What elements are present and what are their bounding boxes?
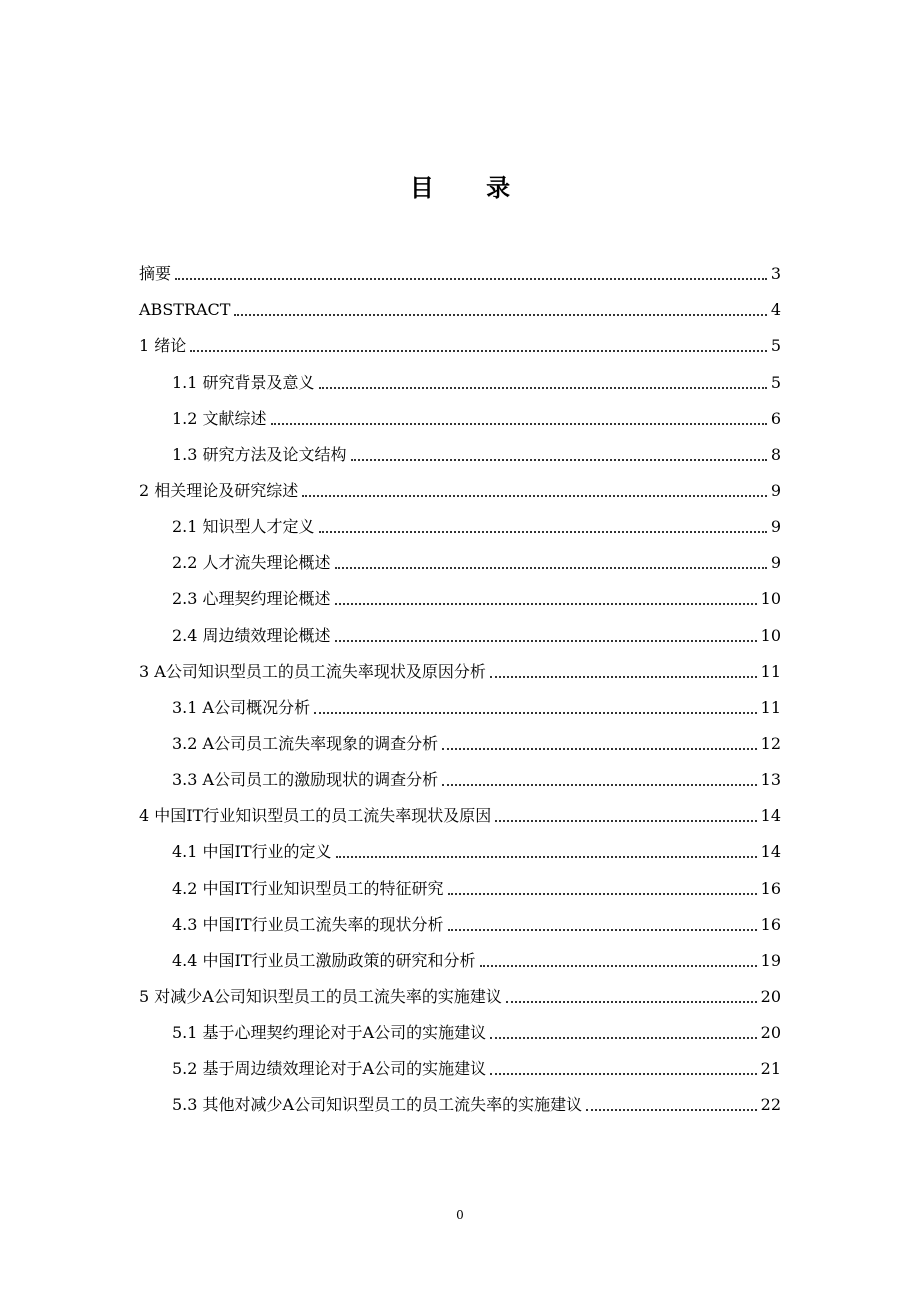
toc-dot-leader: [351, 449, 767, 461]
toc-entry-page: 12: [760, 733, 781, 753]
toc-entry-title: 1.1 研究背景及意义: [172, 372, 315, 392]
toc-entry-page: 20: [760, 986, 781, 1006]
toc-dot-leader: [335, 630, 757, 642]
toc-entry[interactable]: [139, 646, 781, 682]
toc-dot-leader: [448, 883, 757, 895]
toc-dot-leader: [314, 702, 757, 714]
toc-dot-leader: [448, 919, 757, 931]
toc-entry-title: 3.2 A公司员工流失率现象的调查分析: [172, 733, 439, 753]
toc-entry-title: 2.2 人才流失理论概述: [172, 553, 331, 573]
toc-entry-page: 6: [770, 408, 781, 428]
toc-entry[interactable]: [139, 1007, 781, 1043]
toc-entry-title: 4.1 中国IT行业的定义: [172, 842, 332, 862]
toc-list: [139, 248, 781, 1115]
toc-dot-leader: [190, 340, 767, 352]
toc-entry-title: 1.3 研究方法及论文结构: [172, 444, 347, 464]
toc-entry-page: 4: [770, 300, 781, 320]
toc-entry-title: 5 对减少A公司知识型员工的员工流失率的实施建议: [139, 986, 502, 1006]
toc-entry-page: 5: [770, 336, 781, 356]
toc-entry[interactable]: [139, 248, 781, 284]
toc-entry-page: 9: [770, 553, 781, 573]
toc-dot-leader: [490, 666, 757, 678]
toc-entry-title: 2.1 知识型人才定义: [172, 517, 315, 537]
toc-entry-page: 14: [760, 842, 781, 862]
toc-dot-leader: [442, 738, 757, 750]
toc-entry-title: 5.1 基于心理契约理论对于A公司的实施建议: [172, 1023, 487, 1043]
toc-entry[interactable]: [139, 682, 781, 718]
toc-dot-leader: [495, 810, 756, 822]
toc-entry-title: 摘要: [139, 264, 172, 284]
toc-entry-page: 16: [760, 878, 781, 898]
toc-entry-title: 4.2 中国IT行业知识型员工的特征研究: [172, 878, 444, 898]
toc-dot-leader: [586, 1099, 757, 1111]
toc-entry-page: 14: [760, 806, 781, 826]
toc-entry-page: 11: [760, 661, 781, 681]
toc-entry[interactable]: [139, 393, 781, 429]
toc-dot-leader: [490, 1027, 757, 1039]
toc-entry-page: 5: [770, 372, 781, 392]
toc-entry[interactable]: [139, 971, 781, 1007]
toc-dot-leader: [319, 521, 767, 533]
toc-entry-page: 3: [770, 264, 781, 284]
toc-entry[interactable]: [139, 356, 781, 392]
toc-entry[interactable]: [139, 754, 781, 790]
toc-entry-page: 9: [770, 480, 781, 500]
toc-entry[interactable]: [139, 284, 781, 320]
toc-dot-leader: [319, 377, 767, 389]
toc-entry-title: 4.4 中国IT行业员工激励政策的研究和分析: [172, 950, 476, 970]
toc-entry-page: 10: [760, 589, 781, 609]
toc-dot-leader: [335, 593, 757, 605]
toc-entry-page: 8: [770, 444, 781, 464]
toc-entry[interactable]: [139, 826, 781, 862]
toc-entry-title: 2.4 周边绩效理论概述: [172, 625, 331, 645]
toc-entry-page: 20: [760, 1023, 781, 1043]
toc-entry-title: ABSTRACT: [139, 300, 231, 320]
toc-dot-leader: [490, 1063, 757, 1075]
toc-dot-leader: [480, 955, 757, 967]
toc-entry[interactable]: [139, 320, 781, 356]
toc-dot-leader: [271, 413, 767, 425]
toc-entry-page: 9: [770, 517, 781, 537]
toc-dot-leader: [506, 991, 757, 1003]
toc-entry[interactable]: [139, 862, 781, 898]
toc-entry-title: 4 中国IT行业知识型员工的员工流失率现状及原因: [139, 806, 492, 826]
toc-entry[interactable]: [139, 935, 781, 971]
toc-entry[interactable]: [139, 573, 781, 609]
toc-entry-page: 10: [760, 625, 781, 645]
toc-entry-page: 19: [760, 950, 781, 970]
toc-entry-page: 11: [760, 697, 781, 717]
toc-entry-title: 3.1 A公司概况分析: [172, 697, 311, 717]
toc-entry[interactable]: [139, 1079, 781, 1115]
toc-title: 目 录: [409, 173, 533, 202]
toc-entry-title: 5.2 基于周边绩效理论对于A公司的实施建议: [172, 1059, 487, 1079]
toc-entry-page: 21: [760, 1059, 781, 1079]
toc-entry[interactable]: [139, 718, 781, 754]
toc-entry-title: 5.3 其他对减少A公司知识型员工的员工流失率的实施建议: [172, 1095, 583, 1115]
toc-entry-title: 1 绪论: [139, 336, 187, 356]
toc-entry-title: 4.3 中国IT行业员工流失率的现状分析: [172, 914, 444, 934]
toc-entry-page: 16: [760, 914, 781, 934]
toc-dot-leader: [175, 268, 767, 280]
toc-entry[interactable]: [139, 790, 781, 826]
toc-dot-leader: [335, 557, 767, 569]
toc-dot-leader: [302, 485, 767, 497]
toc-entry-title: 1.2 文献综述: [172, 408, 267, 428]
toc-entry[interactable]: [139, 609, 781, 645]
toc-entry-page: 22: [760, 1095, 781, 1115]
toc-entry-page: 13: [760, 770, 781, 790]
toc-entry[interactable]: [139, 537, 781, 573]
toc-dot-leader: [442, 774, 757, 786]
toc-entry-title: 3.3 A公司员工的激励现状的调查分析: [172, 770, 439, 790]
toc-entry[interactable]: [139, 465, 781, 501]
toc-dot-leader: [234, 304, 766, 316]
toc-dot-leader: [336, 846, 757, 858]
toc-entry[interactable]: [139, 429, 781, 465]
page-number: 0: [456, 1208, 464, 1222]
toc-entry-title: 2 相关理论及研究综述: [139, 480, 299, 500]
toc-entry[interactable]: [139, 501, 781, 537]
toc-entry[interactable]: [139, 899, 781, 935]
toc-entry-title: 2.3 心理契约理论概述: [172, 589, 331, 609]
toc-entry-title: 3 A公司知识型员工的员工流失率现状及原因分析: [139, 661, 486, 681]
toc-entry[interactable]: [139, 1043, 781, 1079]
